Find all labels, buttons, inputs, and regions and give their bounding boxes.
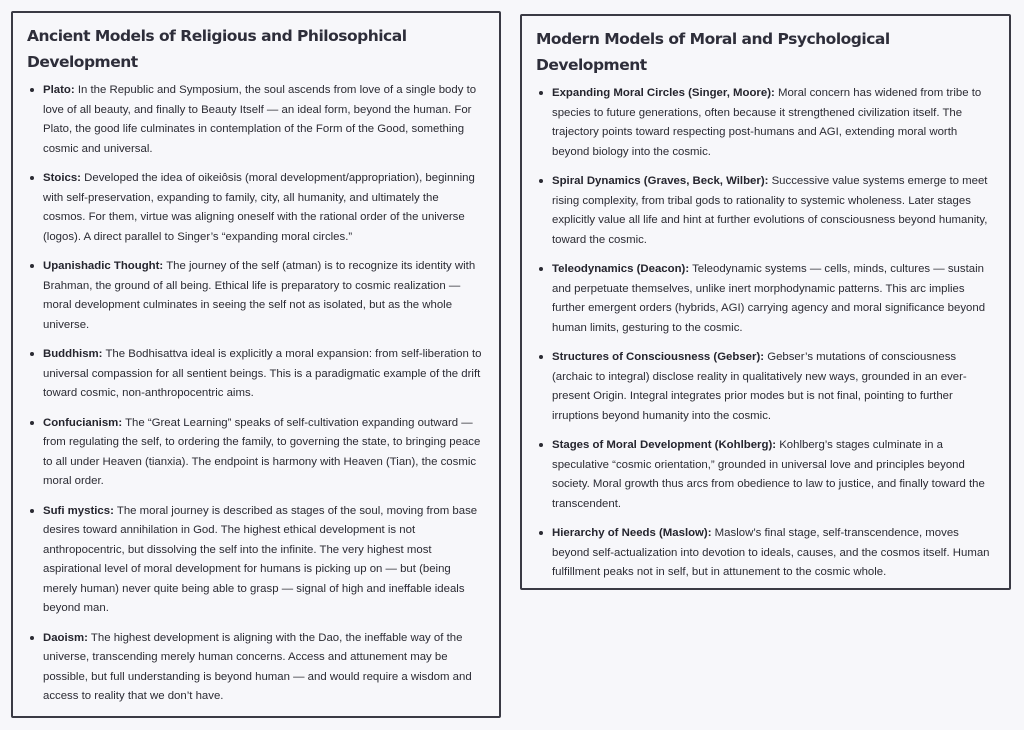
item-text: The moral journey is described as stages of the soul, moving from base desires toward annihilation in God. The highest ethical development is not anthropocentric, but dissolving the self into the infinite. The very highest most aspirational level of moral development for humans is picking up on — but (being merely human) never quite being able to grasp — signal of high and ineffable ideals beyond man. bbox=[43, 504, 478, 614]
item-text: Maslow’s final stage, self-transcendence, moves beyond self-actualization into devotion to ideals, causes, and the cosmos itself. Human fulfillment peaks not in self, but in attunement to the cosmic whole. bbox=[552, 527, 990, 578]
item-name: Buddhism: bbox=[43, 348, 103, 360]
item-text: Moral concern has widened from tribe to species to future generations, often because it strengthened civilization itself. The trajectory points toward respecting post-humans and AGI, extending moral worth beyond biology into the cosmic. bbox=[552, 87, 982, 158]
item-name: Hierarchy of Needs (Maslow): bbox=[552, 527, 712, 539]
list-item-plato bbox=[43, 81, 483, 159]
item-name: Expanding Moral Circles (Singer, Moore): bbox=[552, 87, 775, 99]
item-text: Gebser’s mutations of consciousness (archaic to integral) disclose reality in qualitatively new ways, grounded in an ever-present Origin. Integral integrates prior modes but is not final, pointing to further irruptions beyond humanity into the cosmic. bbox=[552, 351, 967, 422]
item-text: Teleodynamic systems — cells, minds, cultures — sustain and perpetuate themselves, unlike inert morphodynamic patterns. This arc implies further emergent orders (hybrids, AGI) carrying agency and moral significance beyond human limits, gesturing to the cosmic. bbox=[552, 263, 986, 334]
list-item-structures-of-consciousness bbox=[552, 348, 993, 426]
item-text: Developed the idea of oikeiôsis (moral development/appropriation), beginning with self-preservation, expanding to family, city, all humanity, and ultimately the cosmos. For them, virtue was aligning oneself with the rational order of the universe (logos). A direct parallel to Singer’s “expanding moral circles.” bbox=[43, 172, 475, 243]
item-text: In the Republic and Symposium, the soul ascends from love of a single body to love of all beauty, and finally to Beauty Itself — an ideal form, beyond the human. For Plato, the good life culminates in contemplation of the Form of the Good, something cosmic and universal. bbox=[43, 84, 477, 155]
item-text: The highest development is aligning with the Dao, the ineffable way of the universe, transcending merely human concerns. Access and attunement may be possible, but full understanding is beyond human — and would require a wisdom and access to reality that we don’t have. bbox=[43, 631, 472, 702]
item-name: Sufi mystics: bbox=[43, 504, 114, 517]
modern-models-list bbox=[536, 84, 993, 583]
modern-models-title: Modern Models of Moral and Psychological Development bbox=[536, 30, 890, 74]
list-item-spiral-dynamics bbox=[552, 172, 993, 250]
item-name: Structures of Consciousness (Gebser): bbox=[552, 351, 765, 363]
item-name: Plato: bbox=[43, 84, 75, 96]
list-item-buddhism bbox=[43, 345, 483, 404]
list-item-sufi bbox=[43, 502, 483, 619]
ancient-models-panel bbox=[11, 11, 501, 718]
item-name: Daoism: bbox=[43, 631, 88, 644]
list-item-daoism bbox=[43, 629, 483, 707]
item-name: Upanishadic Thought: bbox=[43, 260, 164, 272]
item-name: Stoics: bbox=[43, 172, 81, 184]
item-text: Kohlberg’s stages culminate in a speculative “cosmic orientation,” grounded in universal love and principles beyond society. Moral growth thus arcs from obedience to law to justice, and finally toward the transcendent. bbox=[552, 439, 985, 510]
list-item-kohlberg bbox=[552, 436, 993, 514]
item-text: Successive value systems emerge to meet rising complexity, from tribal gods to rationality to systemic wholeness. Later stages explicitly value all life and hint at further evolutions of consciousness beyond humanity, toward the cosmic. bbox=[552, 175, 988, 246]
item-text: The “Great Learning” speaks of self-cultivation expanding outward — from regulating the self, to ordering the family, to governing the state, to bringing peace to all under Heaven (tianxia). The endpoint is harmony with Heaven (Tian), the cosmic moral order. bbox=[43, 416, 481, 487]
ancient-models-title: Ancient Models of Religious and Philosophical Development bbox=[27, 27, 407, 71]
list-item-upanishadic bbox=[43, 257, 483, 335]
list-item-stoics bbox=[43, 169, 483, 247]
list-item-teleodynamics bbox=[552, 260, 993, 338]
ancient-models-list bbox=[27, 81, 483, 707]
item-name: Spiral Dynamics (Graves, Beck, Wilber): bbox=[552, 175, 769, 187]
item-name: Stages of Moral Development (Kohlberg): bbox=[552, 439, 777, 451]
list-item-confucianism bbox=[43, 414, 483, 492]
item-name: Teleodynamics (Deacon): bbox=[552, 263, 690, 275]
list-item-expanding-moral-circles bbox=[552, 84, 993, 162]
item-text: The journey of the self (atman) is to recognize its identity with Brahman, the ground of all being. Ethical life is preparatory to cosmic realization — moral development culminates in seeing the self not as isolated, but as the whole universe. bbox=[43, 260, 476, 331]
list-item-maslow bbox=[552, 524, 993, 583]
item-text: The Bodhisattva ideal is explicitly a moral expansion: from self-liberation to universal compassion for all sentient beings. This is a paradigmatic example of the drift toward cosmic, non-anthropocentric aims. bbox=[43, 348, 482, 399]
item-name: Confucianism: bbox=[43, 416, 123, 429]
modern-models-panel bbox=[520, 14, 1011, 590]
